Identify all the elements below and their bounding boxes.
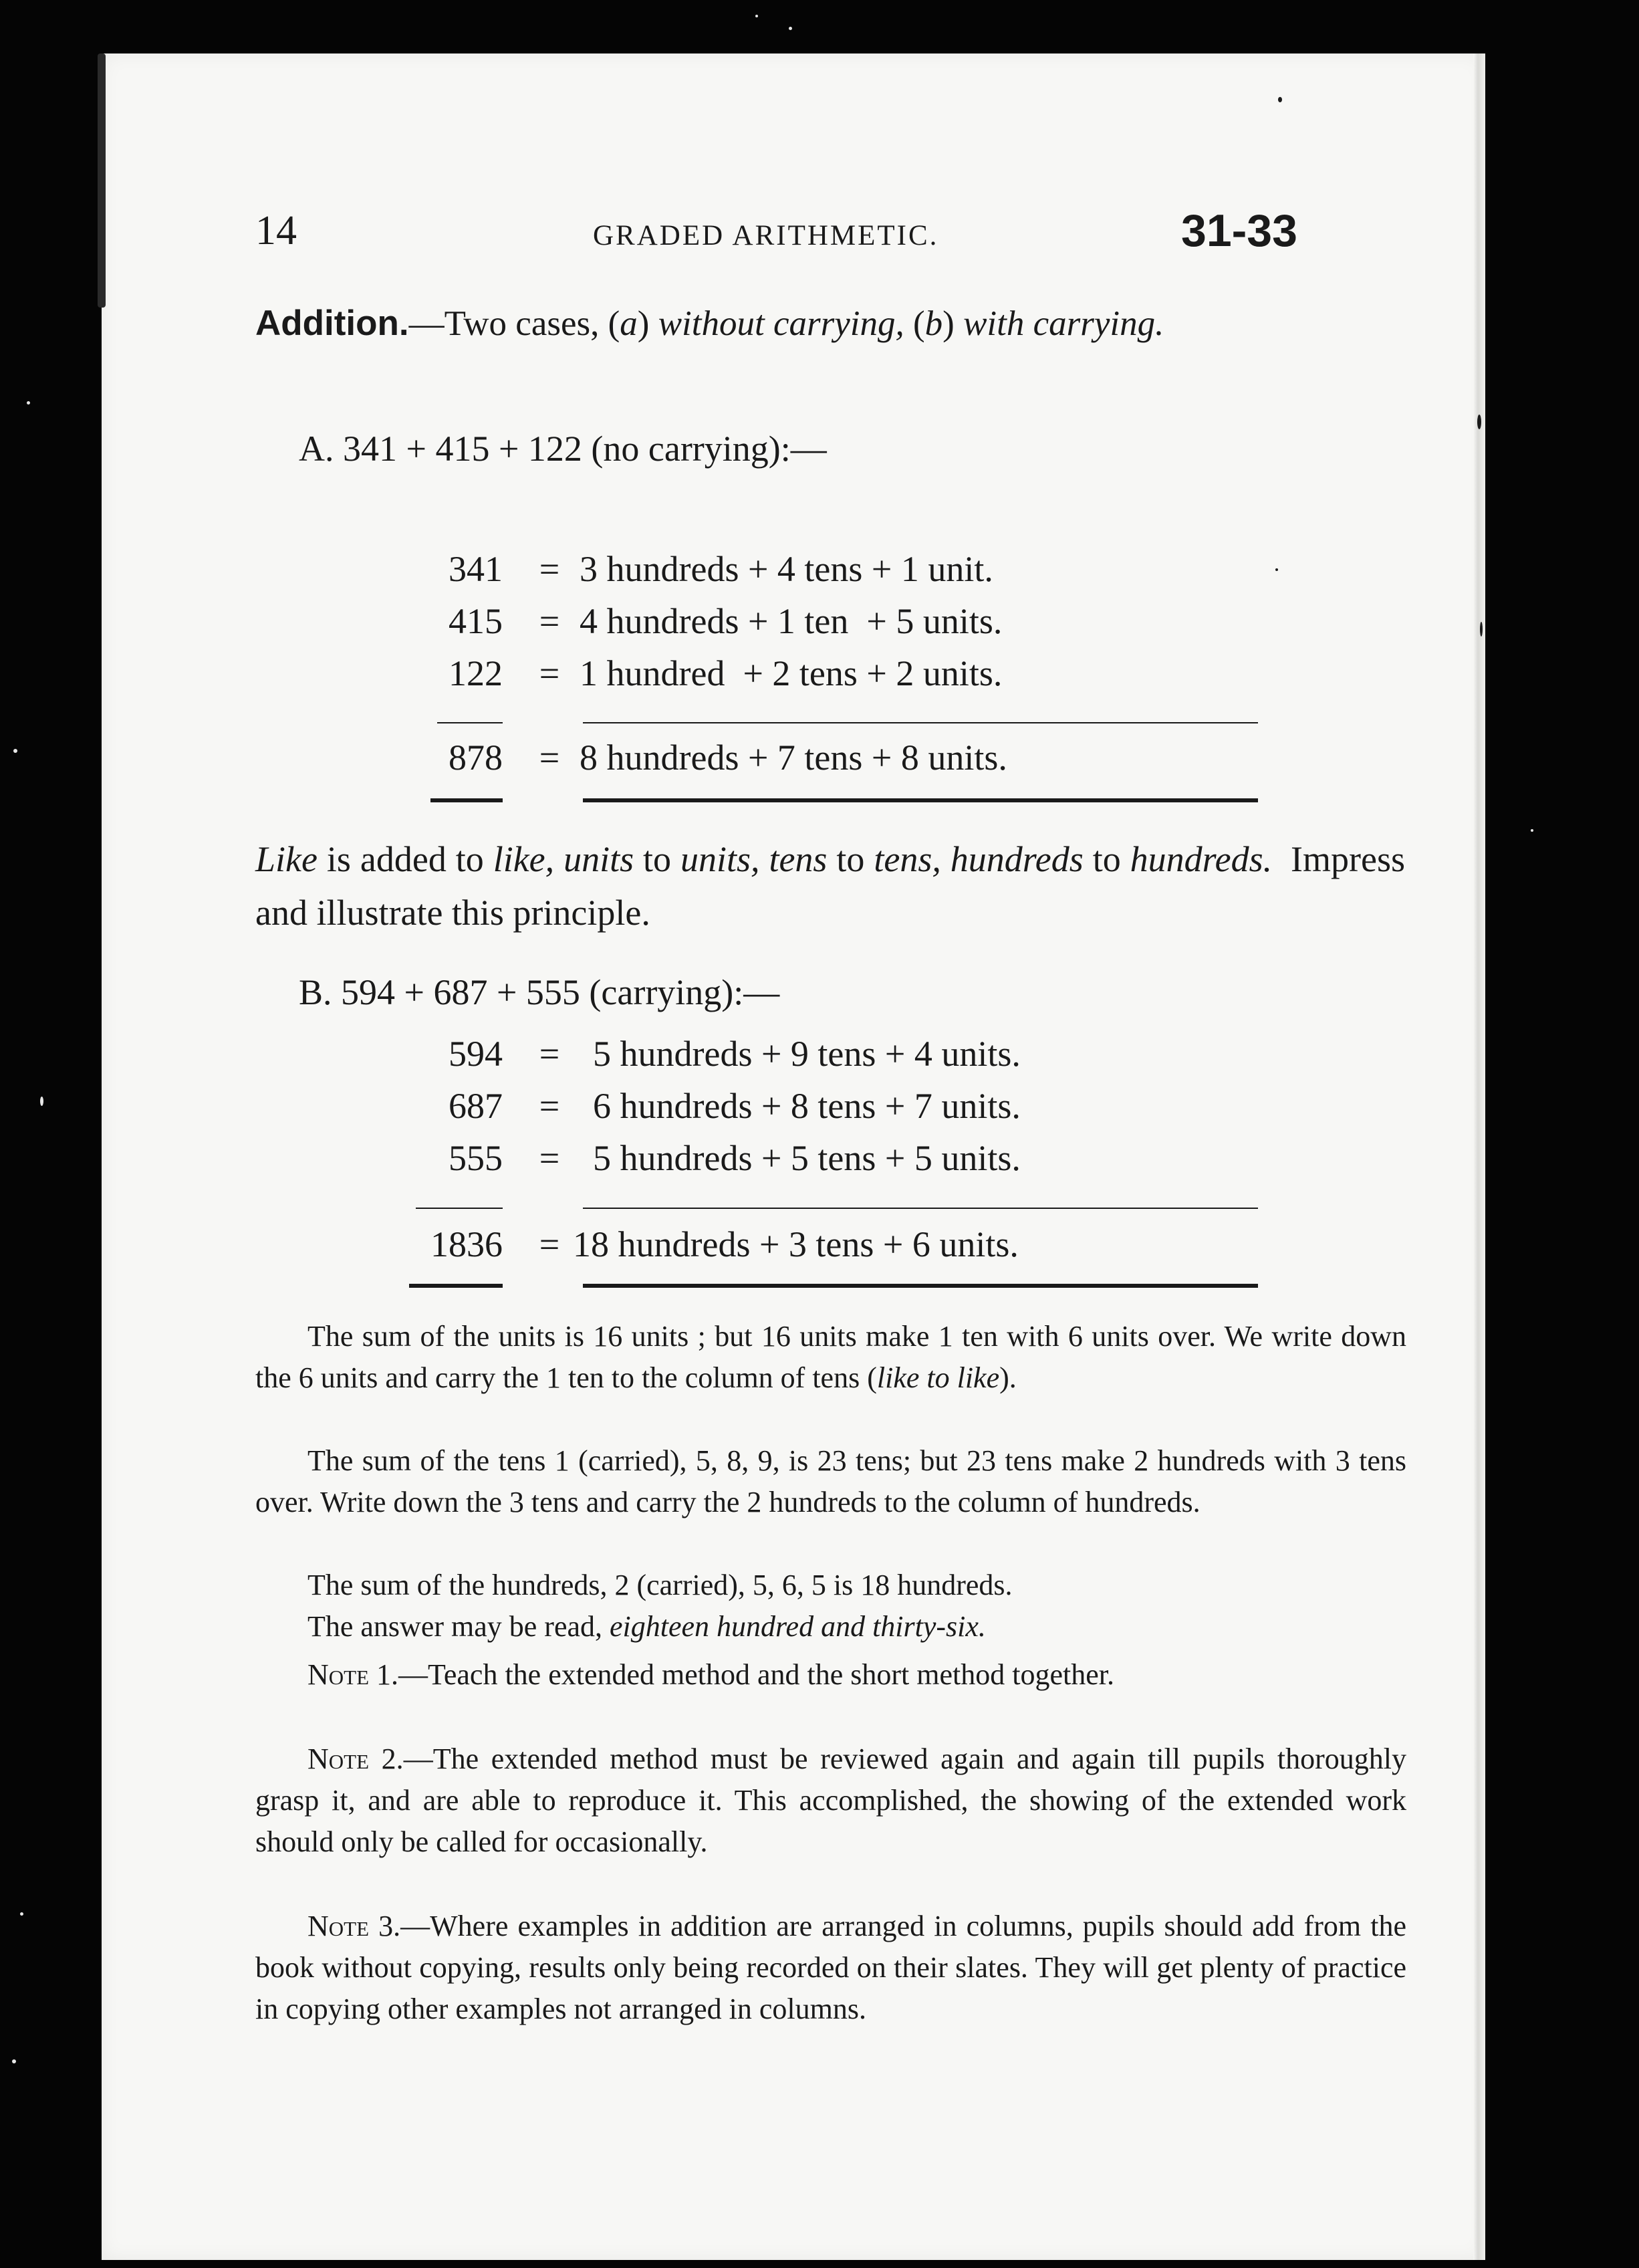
equals-sign: =: [539, 601, 560, 641]
equals-sign: =: [539, 1224, 560, 1264]
scan-speck: [40, 1097, 43, 1106]
addend: 122: [449, 653, 503, 693]
explanation-units: The sum of the units is 16 units ; but 16 units make 1 ten with 6 units over. We write down the 6 units and carry the 1 ten to the column of tens (like to like).: [255, 1320, 1406, 1394]
running-title: GRADED ARITHMETIC.: [593, 220, 939, 251]
place-value-breakdown: 5 hundreds + 9 tens + 4 units.: [593, 1034, 1021, 1074]
place-value-breakdown: 18 hundreds + 3 tens + 6 units.: [573, 1224, 1019, 1264]
place-value-breakdown: 6 hundreds + 8 tens + 7 units.: [593, 1086, 1021, 1126]
sum-rule-right: [583, 1208, 1258, 1209]
note-3: Note 3.—Where examples in addition are arranged in columns, pupils should add from the book without copying, results only being recorded on their slates. They will get plenty of practice in copying other examples not arranged in columns.: [255, 1910, 1406, 2025]
equals-sign: =: [539, 1138, 560, 1178]
page-gutter: [1473, 53, 1485, 2260]
addend: 594: [449, 1034, 503, 1074]
total-rule-right: [583, 798, 1258, 802]
addition-intro: Addition.—Two cases, (a) without carrying, (b) with carrying.: [255, 304, 1164, 343]
scan-speck: [12, 2059, 16, 2063]
explanation-tens: The sum of the tens 1 (carried), 5, 8, 9, is 23 tens; but 23 tens make 2 hundreds with 3 tens over. Write down the 3 tens and carry the 2 hundreds to the column of hundreds.: [255, 1444, 1406, 1518]
scan-speck: [27, 401, 30, 405]
sum: 878: [449, 738, 503, 778]
explanation-answer: The answer may be read, eighteen hundred and thirty-six.: [307, 1610, 986, 1643]
equals-sign: =: [539, 549, 560, 589]
sum-rule-left: [416, 1208, 503, 1209]
scan-speck: [755, 15, 758, 17]
addend: 687: [449, 1086, 503, 1126]
total-rule-left: [409, 1284, 503, 1288]
place-value-breakdown: 1 hundred + 2 tens + 2 units.: [580, 653, 1003, 693]
scan-speck: [1480, 622, 1483, 637]
addend: 341: [449, 549, 503, 589]
section-range: 31-33: [1181, 205, 1297, 256]
case-b-label: with carrying.: [963, 304, 1164, 343]
addend: 555: [449, 1138, 503, 1178]
place-value-breakdown: 4 hundreds + 1 ten + 5 units.: [580, 601, 1003, 641]
scan-speck: [20, 1912, 23, 1916]
sum-rule-right: [583, 722, 1258, 723]
scan-speck: [789, 27, 792, 30]
scan-speck: [1531, 829, 1533, 832]
place-value-breakdown: 5 hundreds + 5 tens + 5 units.: [593, 1138, 1021, 1178]
page-number: 14: [255, 208, 297, 253]
equals-sign: =: [539, 653, 560, 693]
like-to-like-principle: Like is added to like, units to units, tens to tens, hundreds to hundreds. Impress and illustrate this principle.: [255, 839, 1414, 933]
place-value-breakdown: 8 hundreds + 7 tens + 8 units.: [580, 738, 1007, 778]
equals-sign: =: [539, 1086, 560, 1126]
scan-speck: [1278, 97, 1282, 102]
total-rule-left: [430, 798, 503, 802]
addend: 415: [449, 601, 503, 641]
sum-rule-left: [437, 722, 503, 723]
sum: 1836: [430, 1224, 503, 1264]
book-page: [102, 53, 1485, 2260]
example-b-heading: B. 594 + 687 + 555 (carrying):—: [299, 972, 780, 1012]
total-rule-right: [583, 1284, 1258, 1288]
equals-sign: =: [539, 738, 560, 778]
case-a-label: without carrying,: [658, 304, 904, 343]
note-1: Note 1.—Teach the extended method and the short method together.: [307, 1658, 1114, 1691]
note-label: Note 1.: [307, 1658, 399, 1691]
scan-speck: [1477, 415, 1481, 429]
place-value-breakdown: 3 hundreds + 4 tens + 1 unit.: [580, 549, 993, 589]
equals-sign: =: [539, 1034, 560, 1074]
note-2: Note 2.—The extended method must be reviewed again and again till pupils thoroughly grasp it, and are able to reproduce it. This accomplished, the showing of the extended work should only be called for occasionally.: [255, 1742, 1406, 1858]
page-edge-shadow: [98, 53, 106, 308]
example-a-heading: A. 341 + 415 + 122 (no carrying):—: [299, 429, 827, 469]
addition-term: Addition.: [255, 304, 409, 343]
scan-speck: [1275, 568, 1278, 571]
explanation-hundreds: The sum of the hundreds, 2 (carried), 5, 6, 5 is 18 hundreds.: [307, 1569, 1013, 1601]
scan-speck: [13, 749, 17, 753]
note-label: Note 3.: [307, 1910, 401, 1942]
note-label: Note 2.: [307, 1742, 404, 1775]
